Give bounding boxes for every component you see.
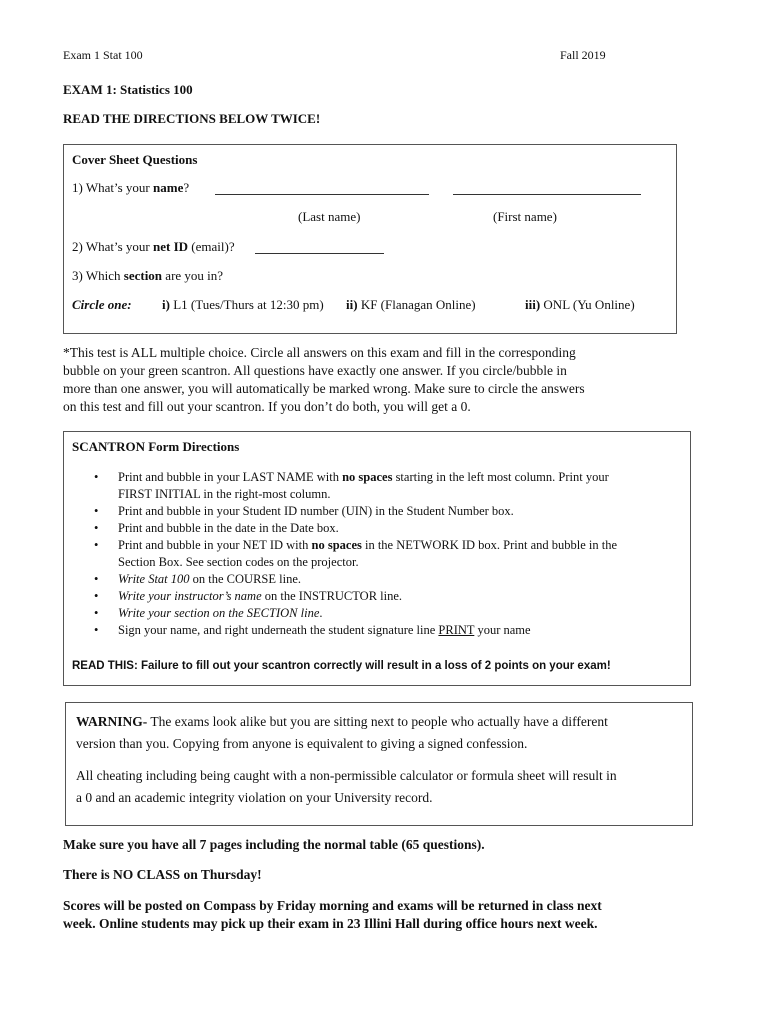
option-text: KF (Flanagan Online) (360, 297, 476, 312)
warning-label: WARNING- (76, 714, 148, 729)
section-option-kf[interactable] (346, 297, 476, 313)
option-text: L1 (Tues/Thurs at 12:30 pm) (173, 297, 324, 312)
item-text: starting in the left most column. Print your (392, 470, 609, 484)
q1-pre: What’s your (85, 180, 154, 195)
warning-text: version than you. Copying from anyone is equivalent to giving a signed confession. (76, 736, 528, 751)
header-term: Fall 2019 (560, 48, 606, 62)
item-text: your name (474, 623, 531, 637)
header-course: Exam 1 Stat 100 (63, 48, 143, 62)
warning-text: The exams look alike but you are sitting next to people who actually have a different (147, 714, 608, 729)
item-italic: Write your section on the SECTION line (118, 606, 320, 620)
option-num: iii) (525, 297, 541, 312)
list-item (72, 622, 684, 639)
list-item (72, 605, 684, 622)
section-option-onl[interactable] (525, 297, 635, 313)
list-item (72, 520, 684, 537)
option-text: ONL (Yu Online) (543, 297, 635, 312)
scantron-directions-list (72, 469, 684, 639)
item-italic: Write your instructor’s name (118, 589, 262, 603)
intro-line: more than one answer, you will automatically be marked wrong. Make sure to circle the answers (63, 381, 585, 396)
question-name (72, 180, 189, 196)
scores-line: Scores will be posted on Compass by Friday morning and exams will be returned in class next (63, 898, 602, 913)
item-text: Print and bubble in the date in the Date box. (118, 521, 339, 535)
q3-pre: Which (85, 268, 124, 283)
question-netid (72, 239, 235, 255)
q2-bold: net ID (153, 239, 189, 254)
intro-line: bubble on your green scantron. All questions have exactly one answer. If you circle/bubble in (63, 363, 567, 378)
item-text: Print and bubble in your LAST NAME with (118, 470, 343, 484)
warning-paragraph-1 (76, 711, 608, 755)
netid-blank[interactable] (255, 241, 384, 254)
q1-post: ? (183, 180, 190, 195)
q2-post: (email)? (188, 239, 235, 254)
list-item (72, 537, 684, 571)
item-bold: no spaces (342, 470, 393, 484)
read-this-note: READ THIS: Failure to fill out your scantron correctly will result in a loss of 2 points on your exam! (72, 660, 611, 672)
scantron-heading: SCANTRON Form Directions (72, 439, 240, 454)
q1-num: 1) (72, 180, 83, 195)
list-item (72, 571, 684, 588)
q3-post: are you in? (162, 268, 224, 283)
intro-line: *This test is ALL multiple choice. Circle all answers on this exam and fill in the corresponding (63, 345, 576, 360)
q2-num: 2) (72, 239, 83, 254)
pages-note: Make sure you have all 7 pages including the normal table (65 questions). (63, 837, 485, 852)
list-item (72, 588, 684, 605)
warning-text: a 0 and an academic integrity violation on your University record. (76, 790, 433, 805)
first-name-label: (First name) (493, 209, 557, 224)
item-text: in the NETWORK ID box. Print and bubble in the (361, 538, 618, 552)
last-name-label: (Last name) (298, 209, 361, 224)
last-name-blank[interactable] (215, 182, 429, 195)
list-item (72, 503, 684, 520)
warning-paragraph-2 (76, 765, 617, 809)
item-text: on the COURSE line. (189, 572, 301, 586)
q3-bold: section (123, 268, 163, 283)
item-text: Print and bubble in your NET ID with (118, 538, 312, 552)
item-text: Print and bubble in your Student ID number (UIN) in the Student Number box. (118, 504, 514, 518)
no-class-note: There is NO CLASS on Thursday! (63, 867, 262, 882)
item-underline: PRINT (438, 623, 475, 637)
scantron-box (63, 431, 691, 686)
intro-line: on this test and fill out your scantron. If you don’t do both, you will get a 0. (63, 399, 471, 414)
circle-one-label: Circle one: (72, 297, 132, 312)
first-name-blank[interactable] (453, 182, 641, 195)
q1-bold: name (153, 180, 184, 195)
item-italic: Write Stat 100 (118, 572, 190, 586)
section-option-l1[interactable] (162, 297, 324, 313)
item-text: . (319, 606, 323, 620)
option-num: i) (162, 297, 170, 312)
list-item (72, 469, 684, 503)
intro-paragraph (63, 344, 585, 416)
exam-title: EXAM 1: Statistics 100 (63, 82, 193, 97)
warning-text: All cheating including being caught with a non-permissible calculator or formula sheet will result in (76, 768, 617, 783)
scores-note (63, 897, 602, 933)
item-text: FIRST INITIAL in the right-most column. (118, 487, 331, 501)
item-bold: no spaces (311, 538, 362, 552)
warning-box (65, 702, 693, 826)
scores-line: week. Online students may pick up their exam in 23 Illini Hall during office hours next week. (63, 916, 598, 931)
cover-heading: Cover Sheet Questions (72, 152, 198, 167)
option-num: ii) (346, 297, 358, 312)
q3-num: 3) (72, 268, 83, 283)
q2-pre: What’s your (85, 239, 154, 254)
item-text: Sign your name, and right underneath the student signature line (118, 623, 439, 637)
item-text: on the INSTRUCTOR line. (261, 589, 403, 603)
cover-sheet-box (63, 144, 677, 334)
directions-heading: READ THE DIRECTIONS BELOW TWICE! (63, 111, 321, 126)
question-section (72, 268, 223, 284)
item-text: Section Box. See section codes on the projector. (118, 555, 359, 569)
